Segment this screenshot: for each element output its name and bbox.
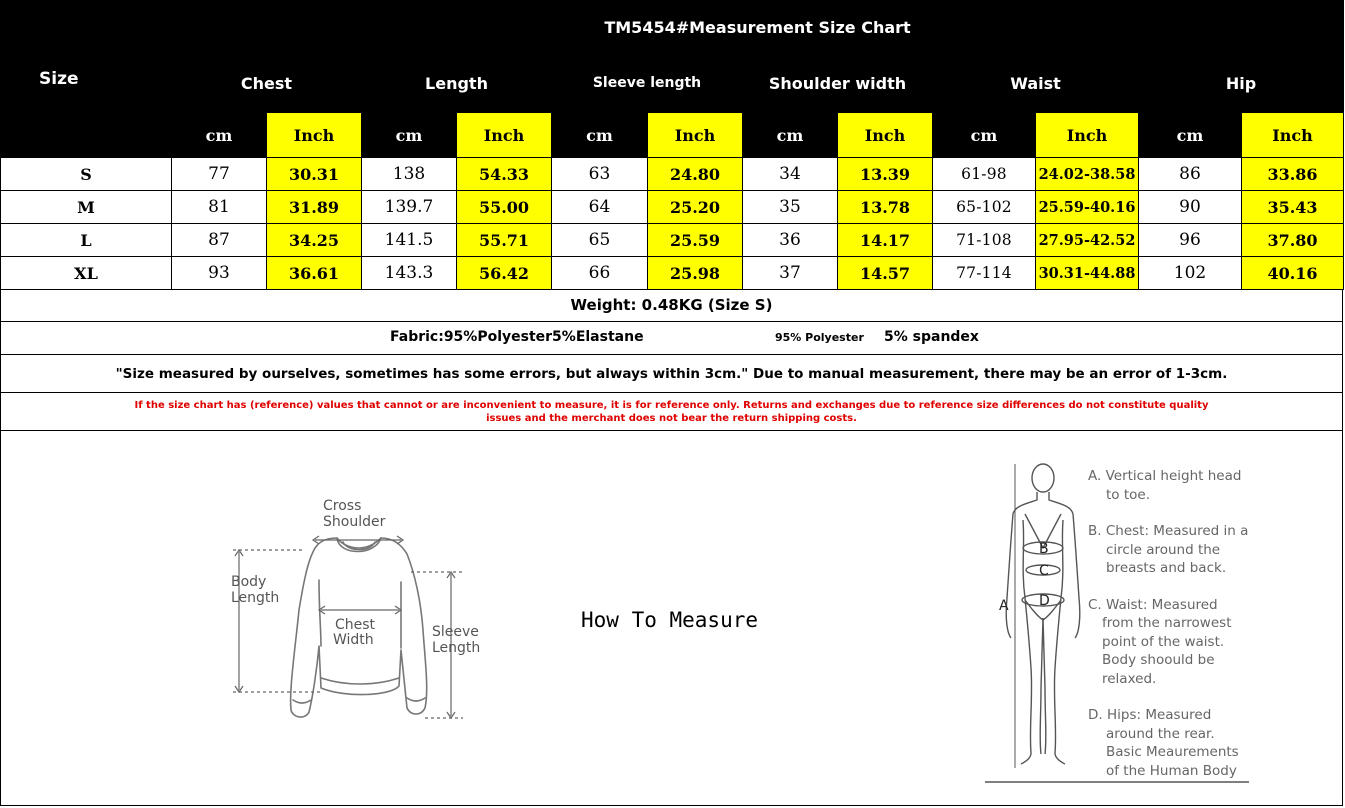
shoulder-cm-cell: 36	[743, 224, 838, 257]
hip-inch-cell: 35.43	[1242, 191, 1344, 224]
hip-inch-cell: 37.80	[1242, 224, 1344, 257]
weight-text: Weight: 0.48KG (Size S)	[570, 295, 773, 314]
sleeve-cm-cell: 65	[552, 224, 648, 257]
hip-inch-cell: 33.86	[1242, 158, 1344, 191]
unit-inch: Inch	[1036, 113, 1139, 158]
shoulder-inch-cell: 14.17	[838, 224, 933, 257]
legend-c-line-5: relaxed.	[1102, 670, 1157, 687]
sleeve-inch-cell: 24.80	[648, 158, 743, 191]
legend-b-line-2: circle around the	[1106, 541, 1221, 558]
length-cm-cell: 138	[362, 158, 457, 191]
fabric-line	[0, 322, 1343, 355]
fabric-spandex: 5% spandex	[884, 329, 979, 345]
col-group-hip: Hip	[1139, 54, 1344, 113]
size-chart-table	[0, 0, 1344, 290]
label-d: D	[1039, 593, 1050, 609]
waist-cm-cell: 77-114	[933, 257, 1036, 290]
legend-c-line-2: from the narrowest	[1102, 615, 1232, 631]
waist-inch-cell: 24.02-38.58	[1036, 158, 1139, 191]
sleeve-cm-cell: 64	[552, 191, 648, 224]
chest-inch-cell: 34.25	[267, 224, 362, 257]
label-a: A	[999, 598, 1009, 614]
chest-cm-cell: 93	[172, 257, 267, 290]
unit-inch: Inch	[457, 113, 552, 158]
legend-b-line-1: B. Chest: Measured in a	[1088, 523, 1249, 539]
reference-warning	[0, 393, 1343, 431]
legend-d-line-1: D. Hips: Measured	[1088, 707, 1212, 723]
table-row	[1, 224, 1344, 257]
size-label: L	[1, 224, 172, 257]
body-measure-diagram	[985, 458, 1085, 788]
label-c: C	[1039, 563, 1049, 579]
legend-c-line-1: C. Waist: Measured	[1088, 596, 1218, 613]
legend-c-line-4: Body shoould be	[1102, 652, 1215, 668]
fabric-polyester: 95% Polyester	[775, 331, 864, 344]
unit-inch: Inch	[838, 113, 933, 158]
hip-cm-cell: 96	[1139, 224, 1242, 257]
note-text: "Size measured by ourselves, sometimes has some errors, but always within 3cm." Due to manual measurement, there may be an error of 1-3cm.	[115, 365, 1228, 382]
cross-shoulder-label-2: Shoulder	[323, 514, 386, 530]
waist-inch-cell: 27.95-42.52	[1036, 224, 1139, 257]
size-label: S	[1, 158, 172, 191]
waist-inch-cell: 25.59-40.16	[1036, 191, 1139, 224]
length-cm-cell: 139.7	[362, 191, 457, 224]
length-inch-cell: 56.42	[457, 257, 552, 290]
legend-item-c	[1088, 596, 1268, 689]
waist-cm-cell: 71-108	[933, 224, 1036, 257]
table-row	[1, 158, 1344, 191]
body-length-label-1: Body	[231, 574, 267, 590]
legend-item-d	[1088, 706, 1268, 780]
garment-measure-diagram	[225, 490, 481, 725]
chest-inch-cell: 30.31	[267, 158, 362, 191]
sleeve-inch-cell: 25.20	[648, 191, 743, 224]
shoulder-cm-cell: 37	[743, 257, 838, 290]
length-inch-cell: 54.33	[457, 158, 552, 191]
sleeve-inch-cell: 25.98	[648, 257, 743, 290]
col-group-sleeve-length: Sleeve length	[552, 54, 743, 113]
shoulder-cm-cell: 35	[743, 191, 838, 224]
measure-legend	[1088, 467, 1268, 798]
unit-cm: cm	[933, 113, 1036, 158]
body-length-label-2: Length	[231, 590, 280, 606]
chest-inch-cell: 36.61	[267, 257, 362, 290]
hip-cm-cell: 102	[1139, 257, 1242, 290]
cross-shoulder-label-1: Cross	[323, 498, 362, 514]
chest-inch-cell: 31.89	[267, 191, 362, 224]
size-label: XL	[1, 257, 172, 290]
warning-line-2: issues and the merchant does not bear the return shipping costs.	[486, 412, 857, 424]
human-body-icon	[1006, 464, 1080, 764]
unit-cm: cm	[1139, 113, 1242, 158]
unit-cm: cm	[362, 113, 457, 158]
unit-cm: cm	[552, 113, 648, 158]
size-label: M	[1, 191, 172, 224]
shoulder-inch-cell: 14.57	[838, 257, 933, 290]
hip-cm-cell: 90	[1139, 191, 1242, 224]
legend-item-a	[1088, 467, 1268, 504]
shoulder-inch-cell: 13.78	[838, 191, 933, 224]
warning-line-1: If the size chart has (reference) values that cannot or are inconvenient to measure, it is for reference only. Returns and exchanges due to reference size differences do not constitute quality	[134, 399, 1209, 411]
unit-inch: Inch	[648, 113, 743, 158]
size-header: Size	[1, 1, 172, 158]
col-group-length: Length	[362, 54, 552, 113]
table-row	[1, 257, 1344, 290]
col-group-waist: Waist	[933, 54, 1139, 113]
fabric-text: Fabric:95%Polyester5%Elastane	[390, 329, 644, 345]
legend-d-line-3: Basic Meaurements	[1106, 744, 1239, 760]
legend-d-line-2: around the rear.	[1106, 725, 1215, 742]
weight-line	[0, 288, 1343, 322]
legend-d-line-4: of the Human Body	[1106, 762, 1237, 779]
sleeve-length-label-1: Sleeve	[432, 624, 479, 640]
chart-title: TM5454#Measurement Size Chart	[172, 1, 1344, 54]
legend-b-line-3: breasts and back.	[1106, 560, 1227, 576]
hip-inch-cell: 40.16	[1242, 257, 1344, 290]
chest-cm-cell: 87	[172, 224, 267, 257]
length-inch-cell: 55.71	[457, 224, 552, 257]
chest-cm-cell: 81	[172, 191, 267, 224]
shoulder-inch-cell: 13.39	[838, 158, 933, 191]
length-cm-cell: 141.5	[362, 224, 457, 257]
measurement-note	[0, 355, 1343, 393]
hip-cm-cell: 86	[1139, 158, 1242, 191]
label-b: B	[1039, 541, 1049, 557]
col-group-chest: Chest	[172, 54, 362, 113]
col-group-shoulder-width: Shoulder width	[743, 54, 933, 113]
shoulder-cm-cell: 34	[743, 158, 838, 191]
unit-cm: cm	[172, 113, 267, 158]
chest-width-label-2: Width	[333, 632, 374, 648]
length-cm-cell: 143.3	[362, 257, 457, 290]
sleeve-cm-cell: 66	[552, 257, 648, 290]
length-inch-cell: 55.00	[457, 191, 552, 224]
chest-cm-cell: 77	[172, 158, 267, 191]
sleeve-inch-cell: 25.59	[648, 224, 743, 257]
table-row	[1, 191, 1344, 224]
chest-width-label-1: Chest	[335, 617, 376, 633]
unit-inch: Inch	[1242, 113, 1344, 158]
legend-a-line-1: A. Vertical height head	[1088, 468, 1242, 484]
waist-cm-cell: 61-98	[933, 158, 1036, 191]
legend-a-line-2: to toe.	[1106, 486, 1150, 503]
sleeve-length-label-2: Length	[432, 640, 481, 656]
how-to-measure-title: How To Measure	[581, 608, 759, 632]
unit-cm: cm	[743, 113, 838, 158]
unit-inch: Inch	[267, 113, 362, 158]
legend-item-b	[1088, 522, 1268, 578]
legend-c-line-3: point of the waist.	[1102, 633, 1225, 650]
waist-cm-cell: 65-102	[933, 191, 1036, 224]
waist-inch-cell: 30.31-44.88	[1036, 257, 1139, 290]
sleeve-cm-cell: 63	[552, 158, 648, 191]
